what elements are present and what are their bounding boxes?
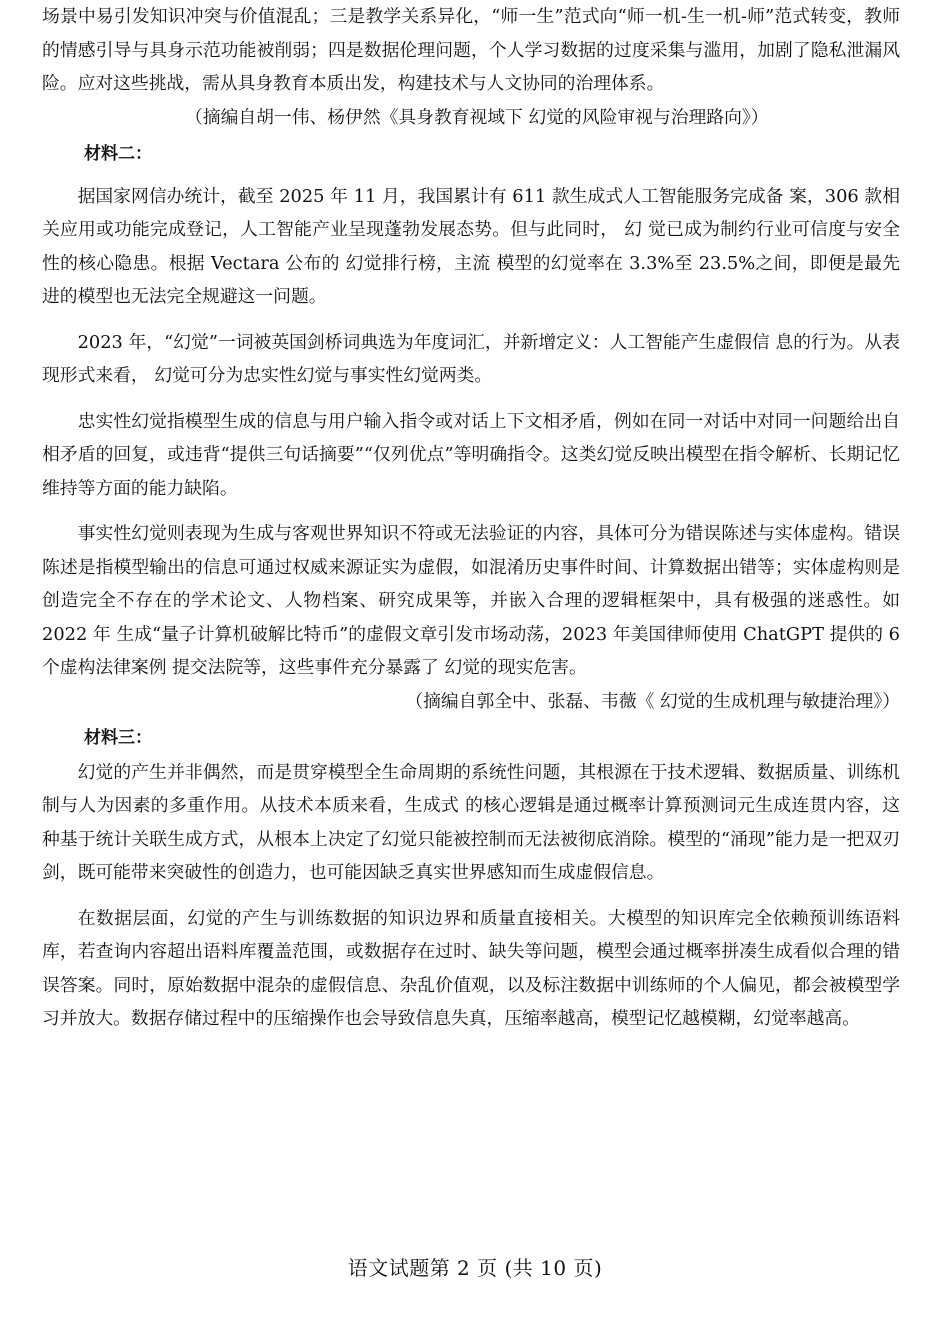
- material-two-paragraph-3: 忠实性幻觉指模型生成的信息与用户输入指令或对话上下文相矛盾，例如在同一对话中对同一问题给出自相矛盾的回复，或违背“提供三句话摘要”“仅列优点”等明确指令。这类幻觉反映出模型在指令解析、长期记忆维持等方面的能力缺陷。: [42, 410, 900, 499]
- material-three-paragraph-2: 在数据层面，幻觉的产生与训练数据的知识边界和质量直接相关。大模型的知识库完全依赖预训练语料库，若查询内容超出语料库覆盖范围，或数据存在过时、缺失等问题，模型会通过概率拼凑生成看似合理的错误答案。同时，原始数据中混杂的虚假信息、杂乱价值观，以及标注数据中训练师的个人偏见，都会被模型学习并放大。数据存储过程中的压缩操作也会导致信息失真，压缩率越高，模型记忆越模糊，幻觉率越高。: [42, 907, 900, 1029]
- material-two-heading: 材料二：: [84, 144, 152, 164]
- material-two-paragraph-1: 据国家网信办统计，截至 2025 年 11 月，我国累计有 611 款生成式人工智能服务完成备 案，306 款相关应用或功能完成登记，人工智能产业呈现蓬勃发展态势。但与此同时， 幻 觉已成为制约行业可信度与安全性的核心隐患。根据 Vectara 公布的 幻觉排行榜，主流 模型的幻觉率在 3.3%至 23.5%之间，即便是最先进的模型也无法完全规避这一问题。: [42, 185, 900, 307]
- intro-paragraph: 场景中易引发知识冲突与价值混乱；三是教学关系异化，“师一生”范式向“师一机-生一机-师”范式转变，教师的情感引导与具身示范功能被削弱；四是数据伦理问题，个人学习数据的过度采集与滥用，加剧了隐私泄漏风险。应对这些挑战，需从具身教育本质出发，构建技术与人文协同的治理体系。: [42, 6, 900, 94]
- material-two-paragraph-2: 2023 年，“幻觉”一词被英国剑桥词典选为年度词汇，并新增定义：人工智能产生虚假信 息的行为。从表现形式来看， 幻觉可分为忠实性幻觉与事实性幻觉两类。: [42, 331, 900, 386]
- material-two-paragraph-4: 事实性幻觉则表现为生成与客观世界知识不符或无法验证的内容，具体可分为错误陈述与实体虚构。错误陈述是指模型输出的信息可通过权威来源证实为虚假，如混淆历史事件时间、计算数据出错等；实体虚构则是创造完全不存在的学术论文、人物档案、研究成果等，并嵌入合理的逻辑框架中，具有极强的迷惑性。如 2022 年 生成“量子计算机破解比特币”的虚假文章引发市场动荡，2023 年美国律师使用 ChatGPT 提供的 6 个虚构法律案例 提交法院等，这些事件充分暴露了 幻觉的现实危害。: [42, 523, 900, 678]
- material-three-paragraph-1: 幻觉的产生并非偶然，而是贯穿模型全生命周期的系统性问题，其根源在于技术逻辑、数据质量、训练机制与人为因素的多重作用。从技术本质来看，生成式 的核心逻辑是通过概率计算预测词元生成连贯内容，这种基于统计关联生成方式，从根本上决定了幻觉只能被控制而无法被彻底消除。模型的“涌现”能力是一把双刃剑，既可能带来突破性的创造力，也可能因缺乏真实世界感知而生成虚假信息。: [42, 761, 900, 883]
- source-citation-2: （摘编自郭全中、张磊、韦薇《 幻觉的生成机理与敏捷治理》）: [405, 690, 900, 712]
- source-citation-1: （摘编自胡一伟、杨伊然《具身教育视域下 幻觉的风险审视与治理路向》）: [185, 106, 769, 128]
- page-footer: 语文试题第 2 页 (共 10 页): [347, 1256, 603, 1280]
- material-three-heading: 材料三：: [84, 728, 152, 748]
